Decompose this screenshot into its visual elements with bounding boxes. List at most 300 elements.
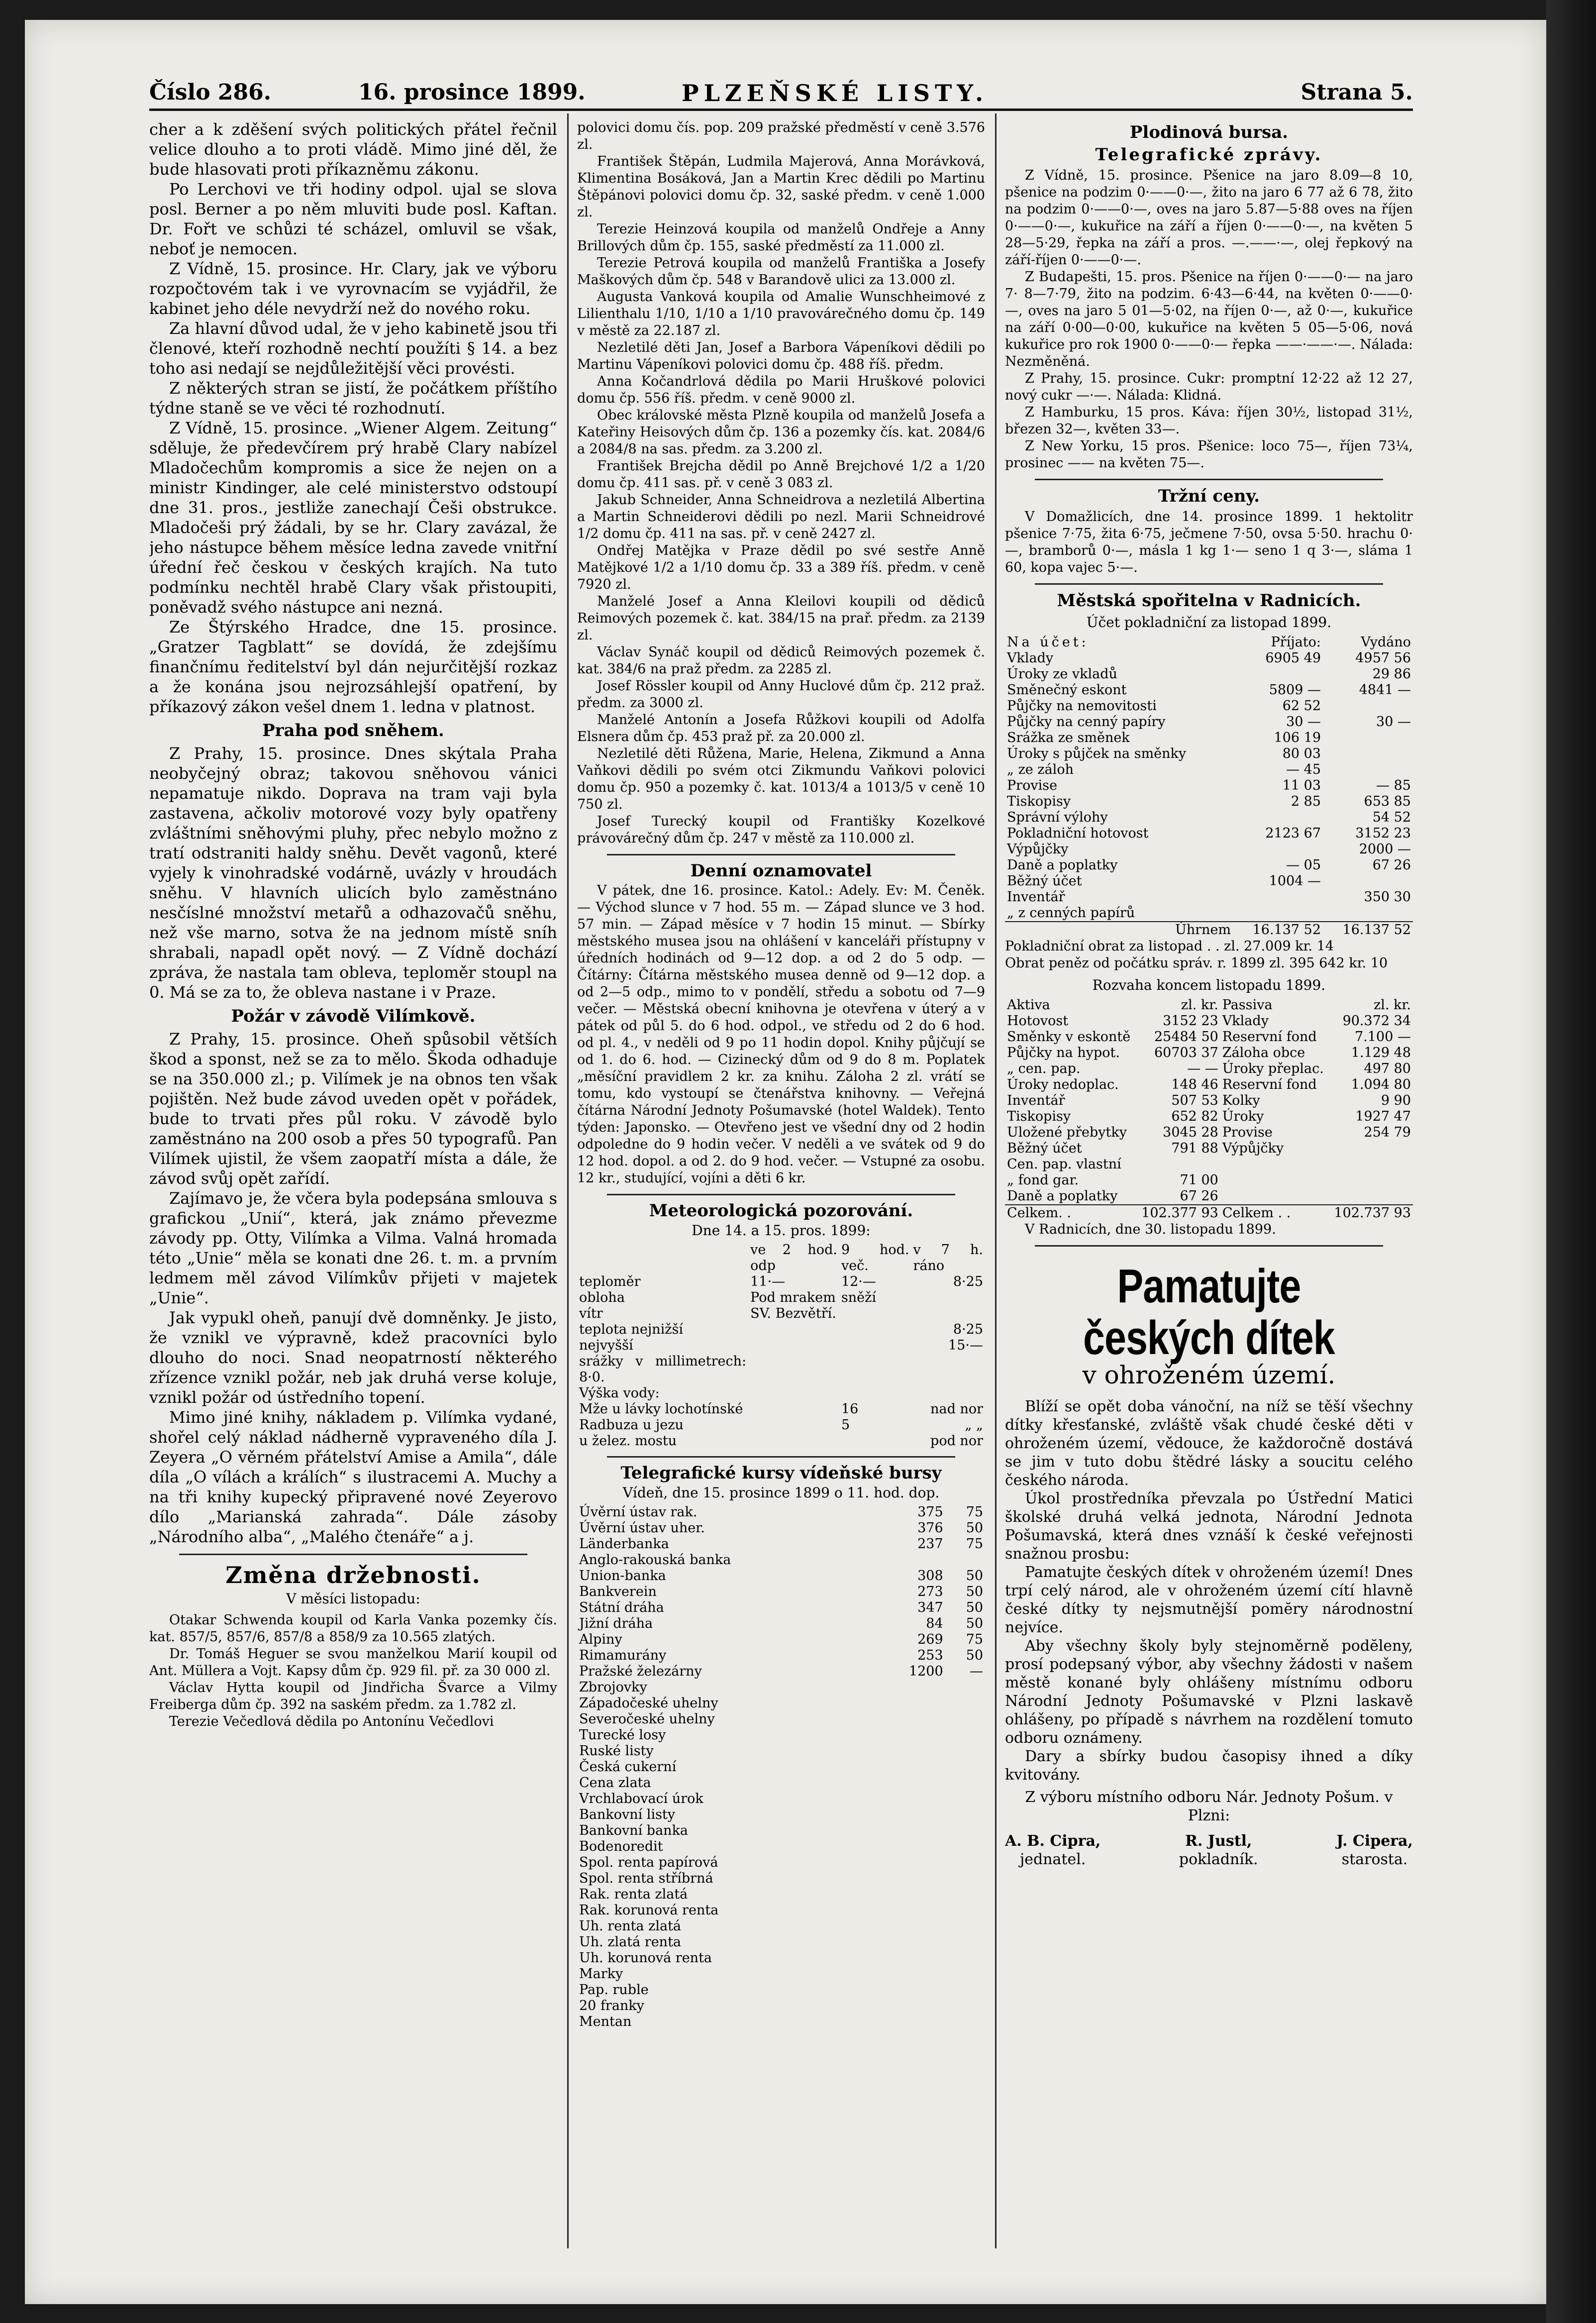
paragraph: Dr. Tomáš Heguer se svou manželkou Marií koupil od Ant. Müllera a Vojt. Kapsy dům čp. 929 fil. př. za 30 000 zl. [149,1646,557,1679]
table-cell [873,1982,945,1998]
divider [607,1194,955,1195]
table-cell [1329,1172,1413,1188]
table-cell: 8·25 [953,1322,983,1337]
table-cell: teplota nejnižší [579,1322,684,1337]
table-cell [839,1306,911,1322]
table-row [1005,810,1413,826]
table-cell: 3152 23 [1163,1013,1218,1029]
table-cell: Zbrojovky [579,1680,647,1695]
paragraph: Otakar Schwenda koupil od Karla Vanka pozemky čís. kat. 857/5, 857/6, 857/8 a 858/9 za 10.565 zlatých. [149,1612,557,1645]
table-row [577,1791,985,1807]
table-cell [873,1695,945,1711]
table-row [1005,826,1413,842]
table-cell: Uh. zlatá renta [579,1934,682,1950]
total-value: 16.137 52 [1252,922,1321,938]
table-row [1005,714,1413,730]
total-label: Celkem. . [1007,1205,1071,1221]
paragraph: Terezie Heinzová koupila od manželů Ondřeje a Anny Brillových dům čp. 155, saské předměstí za 11.000 zl. [577,221,985,254]
table-cell [873,1934,945,1950]
table-row [1005,682,1413,698]
paragraph: Z Vídně, 15. prosince. Hr. Clary, jak ve výboru rozpočtovém tak i ve vyrovnacím se vyjádřil, že kabinet jeho déle nevydrží než do nového roku. [149,259,557,318]
table-row [1005,842,1413,857]
meteo-date: Dne 14. a 15. pros. 1899: [692,1222,871,1239]
table-cell: 84 [926,1616,943,1631]
table-cell: „ z cenných papírů [1007,905,1135,921]
table-cell [873,1680,945,1695]
table-row [1005,889,1413,905]
table-cell: srážky v millimetrech: 8·0. [579,1354,747,1385]
table-row [577,1982,985,1998]
table-row [577,1966,985,1982]
table-cell: Inventář [1007,889,1065,905]
table-cell [873,1807,945,1823]
table-cell [873,1902,945,1918]
paragraph: Po Lerchovi ve tři hodiny odpol. ujal se slova posl. Berner a po něm mluviti bude posl. Kaftan. Dr. Fořt ve schůzi té scházel, omluvil se však, neboť je nemocen. [149,180,557,258]
table-cell: Anglo-rakouská banka [579,1552,731,1568]
column-rule-1 [567,113,569,2248]
table-cell: 12·— [841,1274,876,1289]
table-cell: — 05 [1286,857,1321,873]
section-heading: Požár v závodě Vilímkově. [231,1006,476,1026]
table-cell [1233,842,1323,857]
paragraph: Jak vypukl oheň, panují dvě domněnky. Je jisto, že vznikl ve výpravně, kdež pracovníci bylo dlouho do noci. Snad neopatrností některého zřízence vznikl požár, neb jak druhá verse koluje, vznikl požár od ústředního topení. [149,1308,557,1407]
table-cell: 75 [966,1632,983,1647]
section-subheading: Rozvaha koncem listopadu 1899. [1092,977,1326,993]
table-cell: Bankverein [579,1584,657,1599]
column-header: v 7 h. ráno [913,1242,983,1273]
table-row [1005,666,1413,682]
table-cell [945,1839,985,1855]
paragraph: Josef Rössler koupil od Anny Huclové dům čp. 212 praž. předm. za 3000 zl. [577,678,985,711]
newspaper-title: PLZEŇSKÉ LISTY. [682,80,989,106]
paragraph: Pamatujte českých dítek v ohroženém území! Dnes trpí celý národ, ale v ohroženém území cítí hlavně české dítky ty nejsmutnější pomĕry národnostní nejvíce. [1005,1564,1413,1636]
table-cell: Pap. ruble [579,1982,649,1998]
table-cell [945,1695,985,1711]
table-cell: Bodenoredit [579,1839,663,1854]
table-cell: Ruské listy [579,1743,654,1759]
paragraph: Obrat peněz od počátku správ. r. 1899 zl. 395 642 kr. 10 [1005,955,1388,971]
page-number: Strana 5. [1300,80,1413,105]
table-cell [945,1998,985,2014]
table-cell: 1.129 48 [1351,1045,1411,1060]
table-cell: 106 19 [1274,730,1321,745]
table-cell: 5809 — [1269,682,1321,698]
column-3 [1005,119,1413,2249]
table-row [577,1998,985,2014]
table-cell: 50 [966,1648,983,1663]
table-cell [945,1552,985,1568]
table-cell: Pod mrakem [750,1290,836,1305]
table-cell: 75 [966,1536,983,1552]
section-heading: Změna držebnosti. [225,1562,481,1588]
paragraph: Zajímavo je, že včera byla podepsána smlouva s grafickou „Unií“, která, jak známo převezme závody pp. Otty, Vilímka a Vilma. Valná hromada této „Unie“ měla se konati dne 26. t. m. a prvním ledmem měl závod Vilímkův přijeti v majetek „Unie“. [149,1189,557,1307]
table-cell: Spol. renta papírová [579,1855,718,1870]
table-cell [1220,1172,1329,1188]
divider [179,1554,527,1555]
table-cell: Výpůjčky [1007,842,1069,857]
table-cell: Úroky s půjček na směnky [1007,746,1187,761]
table-row [1005,1093,1413,1109]
table-cell [873,1727,945,1743]
table-cell: 30 — [1286,714,1321,730]
table-cell: 2123 67 [1265,826,1321,841]
table-cell: 3045 28 [1163,1125,1218,1140]
table-cell: Vrchlabovací úrok [579,1791,703,1806]
total-value: 102.737 93 [1334,1205,1411,1221]
table-cell: 50 [966,1568,983,1584]
table-row [577,1807,985,1823]
signatures [1005,1832,1413,1869]
table-cell: 4957 56 [1355,650,1411,666]
table-cell [1233,666,1323,682]
table-cell: Union-banka [579,1568,666,1584]
section-heading: Městská spořitelna v Radnicích. [1057,591,1361,611]
table-cell: Běžný účet [1007,1141,1082,1156]
table-row [1005,650,1413,666]
table-cell: 90.372 34 [1342,1013,1411,1029]
table-row [577,1306,985,1322]
table-cell: 1.094 80 [1351,1077,1411,1092]
table-cell: 148 46 [1171,1077,1218,1092]
paragraph: Jakub Schneider, Anna Schneidrova a nezletilá Albertina a Martin Schneiderovi dědili po nezl. Marii Schneidrové 1/2 domu čp. 411 na sas. př. v ceně 2427 zl. [577,492,985,541]
table-cell: Cen. pap. vlastní [1007,1157,1121,1172]
paragraph: Josef Turecký koupil od Františky Kozelkové právovárečný dům čp. 247 v městě za 110.000 zl. [577,814,985,846]
table-cell: Provise [1007,778,1058,793]
paragraph: cher a k zděšení svých politických přátel řečnil velice dlouho a to proti vládě. Mimo jiné děl, že bude hlasovati proti příkazněmu zákonu. [149,120,557,179]
column-header: Příjato: [1271,634,1321,650]
table-cell [945,1982,985,1998]
table-row [577,1433,985,1449]
table-cell: SV. Bezvětří. [750,1306,836,1321]
table-cell: 497 80 [1364,1061,1411,1076]
table-cell: 1004 — [1269,873,1321,889]
table-cell: Marky [579,1966,623,1982]
table-cell [873,1791,945,1807]
column-header: 9 hod. več. [841,1242,909,1273]
issue-number: Číslo 286. [149,80,272,105]
table-cell [1233,905,1323,922]
table-cell [748,1338,839,1354]
table-cell [1323,873,1413,889]
table-cell: Úvěrní ústav rak. [579,1504,698,1520]
table-row [1005,1013,1413,1029]
table-cell: Kolky [1222,1093,1260,1108]
table-row [577,1727,985,1743]
table-cell: — 45 [1286,762,1321,777]
table-row [577,1648,985,1664]
table-cell: Daně a poplatky [1007,857,1118,873]
total-value: 16.137 52 [1342,922,1411,938]
table-row [1005,794,1413,810]
table-cell: 1200 [908,1664,943,1679]
table-row [577,1759,985,1775]
table-row [577,1775,985,1791]
table-row [577,1354,985,1385]
table-cell: 269 [917,1632,943,1647]
table-cell [945,1934,985,1950]
signer: R. Justl, pokladník. [1179,1832,1258,1868]
table-cell: „ „ [965,1417,983,1433]
table-cell: 2 85 [1291,794,1321,809]
table-cell: 8·25 [953,1274,983,1289]
paragraph: Z New Yorku, 15 pros. Pšenice: loco 75—, říjen 73¼, prosinec —— na květen 75—. [1005,438,1413,471]
table-cell: Tiskopisy [1007,794,1071,809]
table-cell: 11 03 [1282,778,1321,793]
section-heading: Telegrafické zprávy. [1095,145,1323,165]
table-row [1005,1061,1413,1077]
table-cell [873,1711,945,1727]
total-label: Úhrnem [1175,922,1231,938]
table-cell [873,1552,945,1568]
table-row [1005,905,1413,922]
table-row [577,1855,985,1871]
table-cell: 253 [917,1648,943,1663]
divider [607,854,955,855]
table-cell: Úroky nedoplac. [1007,1077,1119,1092]
table-cell: — [970,1664,983,1679]
table-row [577,1338,985,1354]
table-cell: 25484 50 [1154,1029,1218,1045]
table-cell [839,1433,911,1449]
table-cell [945,1902,985,1918]
table-cell: 30 — [1376,714,1411,730]
table-cell: Směnečný eskont [1007,682,1127,698]
balance-table [1005,997,1413,1221]
paragraph: Aby všechny školy byly stejnoměrně podĕleny, prosí podepsaný výbor, aby všechny žádosti v našem městě konané byly ohlášeny místnímu odboru Národní Jednoty Pošumavské v Plzni laskavě ohlášeny, po případě s návrhem na rozdělení tomuto odboru oznámeny. [1005,1637,1413,1747]
table-cell: 50 [966,1600,983,1615]
table-cell: 67 26 [1180,1188,1218,1204]
table-cell: Alpiny [579,1632,622,1647]
table-row [1005,922,1413,938]
table-cell: nad nor [930,1401,983,1417]
table-row [1005,1157,1413,1172]
table-cell: Půjčky na cenný papíry [1007,714,1166,730]
table-row [577,1385,985,1401]
table-cell: 54 52 [1372,810,1411,825]
paragraph: František Brejcha dědil po Anně Brejchové 1/2 a 1/20 domu čp. 411 sas. př. v ceně 3 083 zl. [577,458,985,491]
table-cell: 80 03 [1282,746,1321,761]
table-cell: 3152 23 [1355,826,1411,841]
table-row [577,1823,985,1839]
paragraph: Pokladniční obrat za listopad . . zl. 27.009 kr. 14 [1005,939,1334,954]
table-cell [1137,1157,1220,1172]
table-cell: 347 [917,1600,943,1615]
bourse-table [577,1504,985,2030]
table-cell: 2000 — [1359,842,1411,857]
paragraph: Terezie Petrová koupila od manželů Františka a Josefy Maškových dům čp. 548 v Barandově ulici za 13.000 zl. [577,255,985,288]
paragraph: Z Hamburku, 15 pros. Káva: říjen 30½, listopad 31½, březen 32—, květen 33—. [1005,405,1413,437]
table-cell [839,1354,911,1385]
table-row [577,1664,985,1680]
table-row [1005,1029,1413,1045]
table-cell: Běžný účet [1007,873,1082,889]
paragraph: Z některých stran se jistí, že počátkem příštího týdne staně se ve věci té rozhodnutí. [149,379,557,418]
table-cell: Směnky v eskontě [1007,1029,1131,1045]
table-cell [945,1791,985,1807]
table-cell: 50 [966,1584,983,1599]
table-row [577,1274,985,1290]
table-cell: Mentan [579,2014,632,2029]
table-cell [839,1385,911,1401]
column-header: Passiva [1222,997,1273,1013]
table-cell: Bankovní listy [579,1807,676,1822]
table-row [577,1743,985,1759]
table-row [577,1902,985,1918]
table-cell [945,1871,985,1887]
table-cell [945,1759,985,1775]
table-cell [911,1354,986,1385]
paragraph: Z Vídně, 15. prosince. Pšenice na jaro 8.09—8 10, pšenice na podzim 0·——0·—, žito na jaro 6 77 až 6 78, žito na podzim 0·——0·—, oves na jaro 5.87—5·88 oves na říjen 0·——0·—, kukuřice na září a říjen 0·——0·—, na květen 5 28—5·29, řepka na září a pros. —.——·—, olej řepkový na září-říjen 0·——0·—. [1005,168,1413,268]
table-cell: 375 [917,1504,943,1520]
table-row [577,1887,985,1902]
table-row [577,1552,985,1568]
table-cell: Provise [1222,1125,1273,1140]
paragraph: Václav Hytta koupil od Jindřicha Švarce a Vilmy Freiberga dům čp. 392 na saském předm. za 1.782 zl. [149,1680,557,1712]
table-row [577,2014,985,2030]
table-cell: — 85 [1376,778,1411,793]
table-cell: Uložené přebytky [1007,1125,1127,1140]
table-cell [945,1966,985,1982]
column-header: zl. kr. [1374,997,1411,1013]
table-cell: 62 52 [1282,698,1321,714]
table-cell: Radbuza u jezu [579,1417,684,1433]
table-cell [1323,730,1413,746]
table-cell: Daně a poplatky [1007,1188,1118,1204]
table-cell [839,1322,911,1338]
table-cell: 11·— [750,1274,786,1289]
table-cell: Rak. renta zlatá [579,1887,688,1902]
table-cell [911,1290,986,1306]
meteo-table [577,1242,985,1449]
table-cell [873,1871,945,1887]
column-2 [577,119,985,2249]
paragraph: Manželé Antonín a Josefa Růžkovi koupili od Adolfa Elsnera dům čp. 453 praž př. za 20.000 zl. [577,712,985,744]
section-subheading: Účet pokladniční za listopad 1899. [1086,614,1332,631]
paragraph: Anna Kočandrlová dědila po Marii Hruškové polovici domu čp. 556 říš. předm. v ceně 9000 zl. [577,374,985,406]
table-cell: Tiskopisy [1007,1109,1071,1124]
paragraph: Manželé Josef a Anna Kleilovi koupili od dědiců Reimových pozemek č. kat. 384/15 na prař. předm. za 2139 zl. [577,594,985,643]
table-cell [945,1727,985,1743]
paragraph: Augusta Vanková koupila od Amalie Wunschheimové z Lilienthalu 1/10, 1/10 a 1/10 pravovárečného domu čp. 149 v městě za 22.187 zl. [577,289,985,338]
column-header: zl. kr. [1181,997,1218,1013]
table-cell [873,1823,945,1839]
table-cell: Pokladniční hotovost [1007,826,1149,841]
table-cell: 9 90 [1381,1093,1411,1108]
table-cell: „ fond gar. [1007,1172,1079,1188]
paragraph: Terezie Večedlová dědila po Antonínu Večedlovi [169,1714,494,1729]
table-cell: Uh. renta zlatá [579,1918,682,1934]
divider [1035,1245,1383,1247]
table-row [1005,762,1413,778]
paragraph: Ondřej Matějka v Praze dědil po své sestře Anně Matějkové 1/2 a 1/10 domu čp. 33 a 389 říš. předm. v ceně 7920 zl. [577,543,985,592]
table-cell: „ cen. pap. [1007,1061,1081,1076]
table-cell: 7.100 — [1355,1029,1411,1045]
table-cell [873,1887,945,1902]
table-cell [873,1839,945,1855]
table-row [577,1536,985,1552]
table-cell: 350 30 [1364,889,1411,905]
table-cell: 6905 49 [1265,650,1321,666]
table-row [1005,1045,1413,1061]
table-cell [1329,1157,1413,1172]
table-cell: Státní dráha [579,1600,664,1615]
paragraph: Nezletilé děti Jan, Josef a Barbora Vápeníkovi dědili po Martinu Vápeníkovi polovici domu čp. 488 říš. předm. [577,340,985,372]
paragraph: František Štěpán, Ludmila Majerová, Anna Morávková, Klimentina Bosáková, Jan a Martin Krec dědili po Martinu Štěpánovi polovici domu čp. 32, saské předm. v ceně 1.000 zl. [577,154,985,220]
table-row [1005,778,1413,794]
table-cell: Záloha obce [1222,1045,1305,1060]
table-cell [1323,698,1413,714]
column-header: ve 2 hod. odp [750,1242,837,1273]
section-heading: Meteorologická pozorování. [649,1201,913,1221]
table-cell: Vklady [1222,1013,1269,1029]
table-cell: Výpůjčky [1222,1141,1284,1156]
table-cell: 791 88 [1171,1141,1218,1156]
table-cell: Úvěrní ústav uher. [579,1520,705,1536]
paragraph: polovici domu čís. pop. 209 pražské předměstí v ceně 3.576 zl. [577,120,985,152]
table-cell [873,1775,945,1791]
table-cell [945,1855,985,1871]
paragraph: V Radnicích, dne 30. listopadu 1899. [1025,1222,1276,1237]
table-cell: teploměr [579,1274,641,1289]
column-header: Vydáno [1361,634,1411,650]
table-cell [945,1711,985,1727]
table-cell: — — [1187,1061,1218,1076]
table-cell: Úroky ze vkladů [1007,666,1117,682]
table-cell: 71 00 [1180,1172,1218,1188]
table-cell [748,1433,839,1449]
table-cell: 16 [841,1401,859,1417]
divider [607,1456,955,1458]
paragraph: Václav Synáč koupil od dědiců Reimových pozemek č. kat. 384/6 na praž předm. za 2285 zl. [577,644,985,677]
table-row [577,1918,985,1934]
signer: J. Cipera, starosta. [1336,1832,1413,1868]
table-row [577,1600,985,1616]
table-cell: Jižní dráha [579,1616,653,1631]
paragraph: Z Prahy, 15. prosince. Cukr: promptní 12·22 až 12 27, nový cukr —·—. Nálada: Klidná. [1005,371,1413,403]
issue-date: 16. prosince 1899. [358,80,586,105]
table-row [577,1584,985,1600]
total-label: Celkem . . [1222,1205,1291,1221]
table-cell: 237 [917,1536,943,1552]
table-cell: obloha [579,1290,625,1305]
table-cell: Půjčky na nemovitosti [1007,698,1157,714]
paragraph: V Domažlicích, dne 14. prosince 1899. 1 hektolitr pšenice 7·75, žita 6·75, ječmene 7·50, ovsa 5·50. hrachu 0·—, bramborů 0·—, másla 1 kg 1·— seno 1 q 3·—, sláma 1 60, kopa vajec 5·—. [1005,509,1413,575]
table-cell: 20 franky [579,1998,644,2013]
table-row [1005,746,1413,762]
table-cell: Výška vody: [579,1385,660,1401]
table-cell: u želez. mostu [579,1433,677,1449]
table-cell: 254 79 [1364,1125,1411,1140]
table-cell: Srážka ze směnek [1007,730,1130,745]
section-heading: Plodinová bursa. [1129,122,1289,142]
table-cell: Spol. renta stříbrná [579,1871,713,1886]
paragraph: V pátek, dne 16. prosince. Katol.: Adely. Ev: M. Čeněk. — Východ slunce v 7 hod. 55 m. — Západ slunce ve 3 hod. 57 min. — Západ měsíce v 7 hodin 15 minut. — Sbírky městského musea jsou na ohlášení v kanceláři přístupny v úředních hodinách od 9—12 dop. a od 2 do 5 odp. — Čítárny: Čítárna městského musea denně od 9—12 dop. a od 2—5 odp., mimo to v pondělí, středu a sobotu od 7—9 večer. — Městská obecní knihovna je otevřena v úterý a v pátek od půl 5. do 6 hod. odpol., ve středu od 2 do 6 hod. od pl. 4., v neděli od 9 po 11 hodin dopol. Knihy půjčují se od 1. do 6. hod. — Cizinecký dům od 9 do 8 m. Poplatek „měsíční pravidlem 2 kr. za knihu. Záloha 2 zl. vrátí se tomu, kdo vystoupí se čtenářstva knihovny. — Veřejná čítárna Národní Jednoty Pošumavské (hotel Waldek). Tento týden: Japonsko. — Otevřeno jest ve všední dny od 2 hodin odpoledne do 9 hodin večer. V neděli a ve svátek od 9 do 12 hod. dopol. a od 2. do 9 hod. večer. — Vstupné za osobu. 12 kr., studující, vojíni a děti 6 kr. [577,883,985,1186]
table-row [1005,997,1413,1013]
paragraph: Z Prahy, 15. prosince. Dnes skýtala Praha neobyčejný obraz; takovou sněhovou vánici nepamatuje nikdo. Doprava na tram vaji byla zastavena, ačkoliv motorové vozy byly opatřeny zvláštními sněhovými pluhy, přec nebylo možno z tratí odstraniti haldy sněhu. Devět vagonů, které vyjely k vinohradské vodárně, uvázly v hroudách sněhu. V hlavních ulicích bylo zaměstnáno nesčíslné množství metařů a odhazovačů sněhu, než vše marno, sotva že na jednom místě sníh shrabali, napadl opět nový. — Z Vídně dochází zpráva, že nastala tam obleva, teploměr stoupl na 0. Má se za to, že obleva nastane i v Praze. [149,744,557,1002]
table-cell: 50 [966,1616,983,1631]
table-row [577,1401,985,1417]
table-cell: 60703 37 [1154,1045,1218,1060]
table-cell [1233,810,1323,826]
table-cell [945,1823,985,1839]
table-row [1005,634,1413,650]
table-cell [945,2014,985,2030]
table-row [1005,1172,1413,1188]
table-cell [945,1887,985,1902]
table-cell: 376 [917,1520,943,1536]
table-cell: 15·— [948,1338,983,1353]
table-cell: Severočeské uhelny [579,1711,715,1727]
